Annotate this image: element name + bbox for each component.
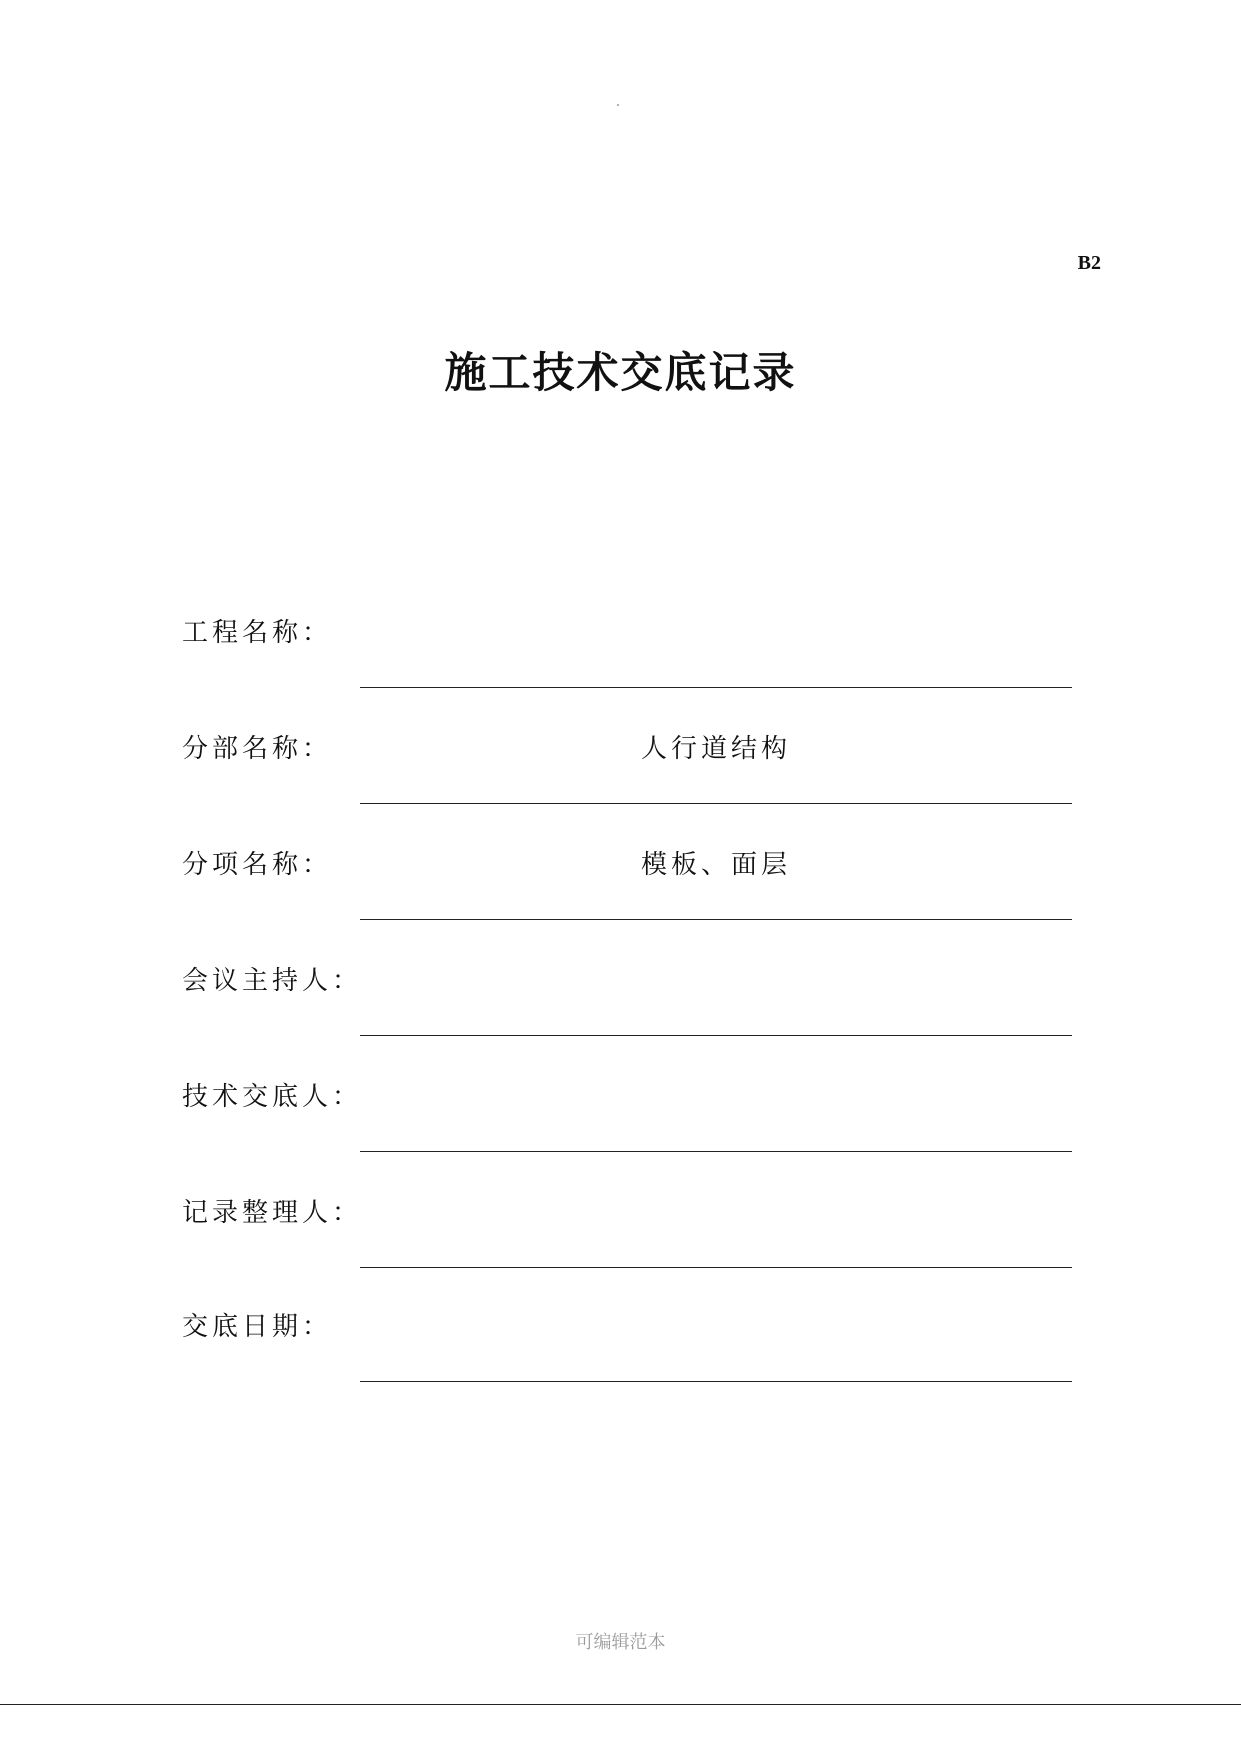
- field-meeting-host: [182, 920, 1072, 1036]
- field-value[interactable]: 人行道结构: [640, 734, 791, 764]
- field-label: 交底日期：: [182, 1312, 333, 1342]
- document-title: 施工技术交底记录: [444, 348, 797, 397]
- field-label: 会议主持人：: [182, 966, 363, 996]
- page-dot-mark: [617, 104, 619, 106]
- field-recorder: [182, 1152, 1072, 1268]
- field-label: 记录整理人：: [182, 1198, 363, 1228]
- field-label: 工程名称：: [182, 618, 333, 648]
- page-bottom-rule: [0, 1704, 1241, 1705]
- field-subitem-name: [182, 804, 1072, 920]
- field-underline: [360, 1381, 1072, 1382]
- field-briefing-date: [182, 1266, 1072, 1382]
- field-label: 分项名称：: [182, 850, 333, 880]
- field-division-name: [182, 688, 1072, 804]
- field-project-name: [182, 572, 1072, 688]
- field-label: 分部名称：: [182, 734, 333, 764]
- footer-watermark: 可编辑范本: [575, 1632, 666, 1653]
- field-value[interactable]: 模板、面层: [640, 850, 791, 880]
- field-label: 技术交底人：: [182, 1082, 363, 1112]
- form-code: B2: [1077, 252, 1101, 274]
- field-technical-presenter: [182, 1036, 1072, 1152]
